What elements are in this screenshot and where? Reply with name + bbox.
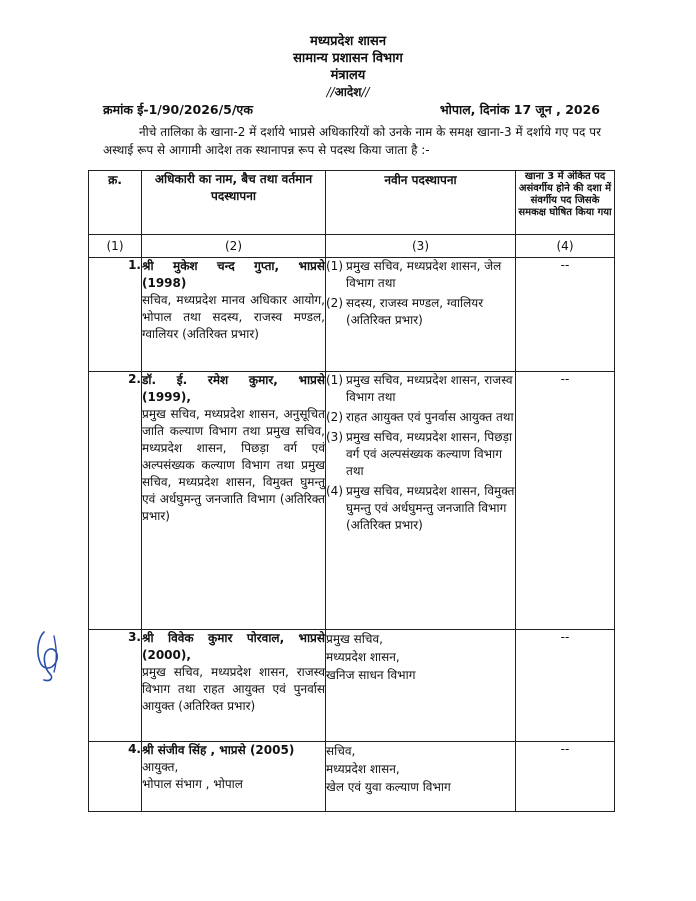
officer-batch: (1998): [142, 276, 187, 290]
table-row: [89, 630, 615, 742]
officer-cell: [142, 258, 326, 372]
posting-line: मध्यप्रदेश शासन,: [326, 650, 400, 664]
current-posting: सचिव, मध्यप्रदेश मानव अधिकार आयोग, भोपाल तथा सदस्य, राजस्व मण्डल, ग्वालियर (अतिरिक्त प्रभार): [142, 293, 325, 341]
table-row: [89, 742, 615, 812]
order-number: क्रमांक ई-1/90/2026/5/एक: [103, 102, 253, 117]
index-cell: (2): [142, 235, 326, 258]
index-cell: (1): [89, 235, 142, 258]
posting-line: सचिव,: [326, 744, 356, 758]
table-row: [89, 372, 615, 630]
intro-paragraph: नीचे तालिका के खाना-2 में दर्शाये भाप्रसे अधिकारियों को उनके नाम के समक्ष खाना-3 में दर्शाये गए पद पर अस्थाई रूप से आगामी आदेश तक स्थानापन्न रूप से पदस्थ किया जाता है :-: [103, 125, 601, 157]
officer-batch: (1999),: [142, 390, 191, 404]
officer-name: डॉ. ई. रमेश कुमार, भाप्रसे: [142, 373, 325, 387]
officer-cell: [142, 630, 326, 742]
header-equivalent-post: खाना 3 में अंकित पद असंवर्गीय होने की दशा में संवर्गीय पद जिसके समकक्ष घोषित किया गया: [516, 171, 615, 235]
initials-signature: [30, 628, 70, 686]
equivalent-post-cell: --: [516, 372, 615, 630]
table-row: [89, 258, 615, 372]
officer-batch: (2000),: [142, 648, 191, 662]
posting-item: (2) राहत आयुक्त एवं पुनर्वास आयुक्त तथा: [326, 410, 514, 424]
officer-name: श्री विवेक कुमार पोरवाल, भाप्रसे: [142, 631, 325, 645]
ministry-title: मंत्रालय: [330, 68, 366, 83]
serial-number: 3.: [89, 630, 142, 742]
officer-cell: [142, 372, 326, 630]
new-posting-cell: [326, 630, 516, 742]
posting-line: खनिज साधन विभाग: [326, 668, 416, 682]
officer-cell: [142, 742, 326, 812]
current-posting: प्रमुख सचिव, मध्यप्रदेश शासन, अनुसूचित जाति कल्याण विभाग तथा प्रमुख सचिव, मध्यप्रदेश शासन, पिछड़ा वर्ग एवं अल्पसंख्यक कल्याण विभाग तथा प्रमुख सचिव, मध्यप्रदेश शासन, विमुक्त घुमन्तु एवं अर्धघुमन्तु जनजाति विभाग (अतिरिक्त प्रभार): [142, 407, 325, 523]
officer-name: श्री मुकेश चन्द गुप्ता, भाप्रसे: [142, 259, 325, 273]
equivalent-post-cell: --: [516, 742, 615, 812]
posting-item: (1) प्रमुख सचिव, मध्यप्रदेश शासन, राजस्व विभाग तथा: [326, 373, 513, 404]
new-posting-cell: [326, 372, 516, 630]
new-posting-cell: [326, 258, 516, 372]
new-posting-cell: [326, 742, 516, 812]
posting-line: मध्यप्रदेश शासन,: [326, 762, 400, 776]
header-serial: क्र.: [89, 171, 142, 235]
order-suffix: //: [361, 85, 370, 99]
serial-number: 4.: [89, 742, 142, 812]
current-posting: प्रमुख सचिव, मध्यप्रदेश शासन, राजस्व विभाग तथा राहत आयुक्त एवं पुनर्वास आयुक्त (अतिरिक्त प्रभार): [142, 665, 325, 713]
equivalent-post-cell: --: [516, 258, 615, 372]
serial-number: 2.: [89, 372, 142, 630]
officer-name-line: [142, 742, 325, 759]
posting-line: खेल एवं युवा कल्याण विभाग: [326, 780, 451, 794]
officer-batch: (2005): [249, 743, 295, 757]
current-posting-line: आयुक्त,: [142, 760, 179, 774]
header-new-posting: नवीन पदस्थापना: [326, 171, 516, 235]
reference-line: [103, 101, 600, 119]
place-date: भोपाल, दिनांक 17 जून , 2026: [439, 102, 600, 117]
posting-item: (4) प्रमुख सचिव, मध्यप्रदेश शासन, विमुक्त घुमन्तु एवं अर्धघुमन्तु जनजाति विभाग (अतिरिक्त प्रभार): [326, 484, 515, 532]
index-cell: (4): [516, 235, 615, 258]
index-row: [89, 235, 615, 258]
order-prefix: //: [326, 85, 335, 99]
posting-line: प्रमुख सचिव,: [326, 632, 383, 646]
officer-name: श्री संजीव सिंह , भाप्रसे: [142, 743, 246, 757]
department-title: सामान्य प्रशासन विभाग: [293, 51, 403, 66]
posting-item: (2) सदस्य, राजस्व मण्डल, ग्वालियर (अतिरिक्त प्रभार): [326, 296, 484, 327]
serial-number: 1.: [89, 258, 142, 372]
posting-item: (3) प्रमुख सचिव, मध्यप्रदेश शासन, पिछड़ा वर्ग एवं अल्पसंख्यक कल्याण विभाग तथा: [326, 430, 513, 478]
order-title: आदेश: [334, 85, 362, 99]
table-header-row: [89, 171, 615, 235]
index-cell: (3): [326, 235, 516, 258]
government-title: मध्यप्रदेश शासन: [309, 34, 387, 49]
posting-table: [88, 170, 615, 812]
posting-item: (1) प्रमुख सचिव, मध्यप्रदेश शासन, जेल विभाग तथा: [326, 259, 502, 290]
header-officer: अधिकारी का नाम, बैच तथा वर्तमान पदस्थापना: [142, 171, 326, 235]
order-heading: [0, 84, 696, 101]
current-posting-line: भोपाल संभाग , भोपाल: [142, 777, 243, 791]
equivalent-post-cell: --: [516, 630, 615, 742]
